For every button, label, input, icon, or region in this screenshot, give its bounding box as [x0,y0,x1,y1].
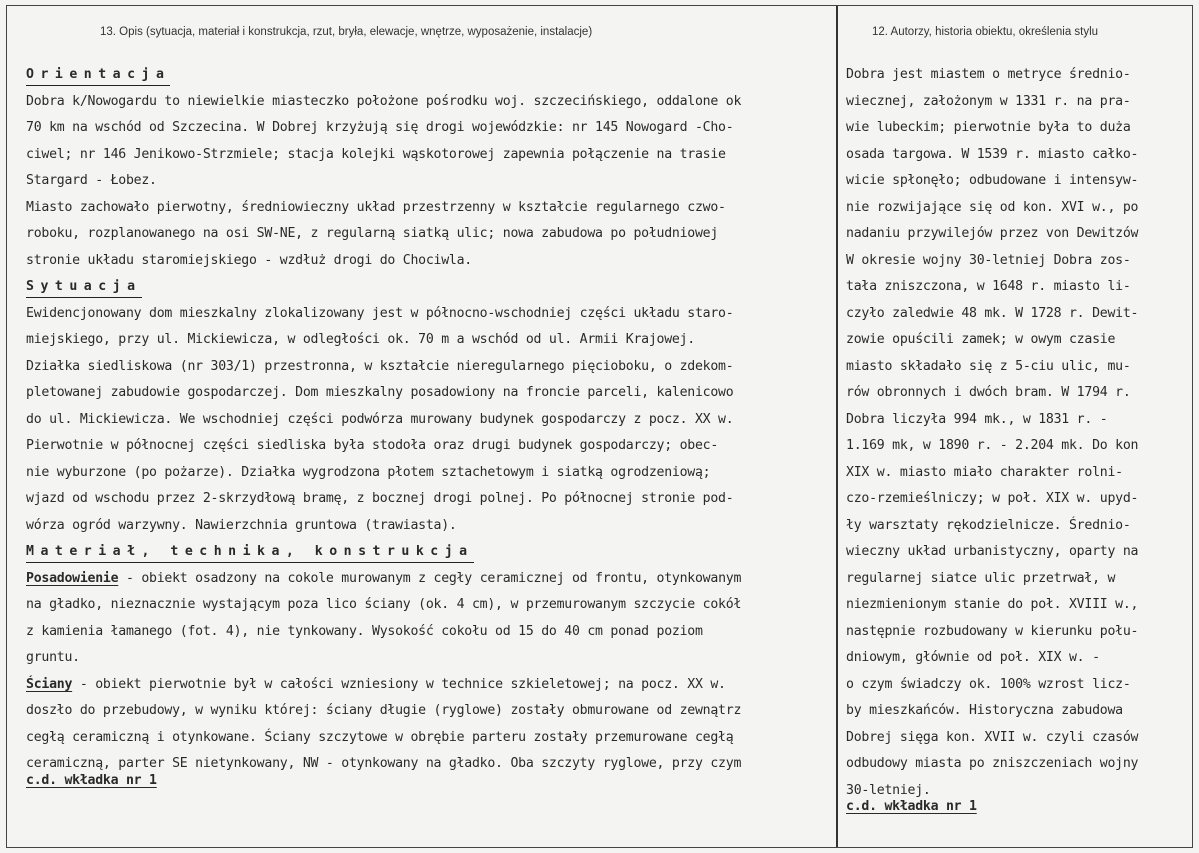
column-divider [836,6,838,847]
text-line: Stargard - Łobez. [26,173,157,188]
text-line: na gładko, nieznacznie wystającym poza lico ściany (ok. 4 cm), w przemurowanym szczycie cokół [26,597,742,612]
material-heading: Materiał, technika, konstrukcja [26,542,474,563]
text-line: Dobra jest miastem o metryce średnio- [846,67,1131,82]
text-line: wie lubeckim; pierwotnie była to duża [846,120,1131,135]
text-line: XIX w. miasto miało charakter rolni- [846,464,1123,480]
text-line: niezmienionym stanie do poł. XVIII w., [846,597,1139,612]
text-line: miasto składało się z 5-ciu ulic, mu- [846,358,1131,374]
continuation-note: c.d. wkładka nr 1 [846,799,977,814]
right-column-header: 12. Autorzy, historia obiektu, określenia stylu [872,26,1099,38]
text-line: Dobra k/Nowogardu to niewielkie miasteczko położone pośrodku woj. szczecińskiego, oddalone ok [26,93,742,109]
text-line: czyło zaledwie 48 mk. W 1728 r. Dewit- [846,305,1139,321]
text-line: wicie spłonęło; odbudowane i intensyw- [846,173,1139,188]
text-line: wieczny układ urbanistyczny, oparty na [846,544,1139,559]
text-line: nie wyburzone (po pożarze). Działka wygrodzona płotem sztachetowym i siatką ogrodzeniową; [26,464,711,480]
text-line: 70 km na wschód od Szczecina. W Dobrej krzyżują się drogi wojewódzkie: nr 145 Nowogard -Cho- [26,120,734,135]
left-column-header: 13. Opis (sytuacja, materiał i konstrukcja, rzut, bryła, elewacje, wnętrze, wyposażenie, instalacje) [100,26,593,38]
text-line: z kamienia łamanego (fot. 4), nie tynkowany. Wysokość cokołu od 15 do 40 cm ponad poziom [26,623,703,639]
text-line: by mieszkańców. Historyczna zabudowa [846,703,1123,718]
text-line: regularnej siatce ulic przetrwał, w [846,570,1116,586]
text-line [26,566,826,593]
text-line: 1.169 mk, w 1890 r. - 2.204 mk. Do kon [846,438,1139,453]
text-line: doszło do przebudowy, w wyniku której: ściany długie (ryglowe) zostały obmurowane od zewnątrz [26,703,742,718]
text-line: W okresie wojny 30-letniej Dobra zos- [846,252,1131,268]
text-line: wiecznej, założonym w 1331 r. na pra- [846,93,1131,109]
text-line: nadaniu przywilejów przez von Dewitzów [846,226,1139,241]
text-line: wjazd od wschodu przez 2-skrzydłową bramę, z bocznej drogi polnej. Po północnej stronie pod- [26,491,734,506]
continuation-note: c.d. wkładka nr 1 [26,772,157,788]
text-line: zowie opuścili zamek; w owym czasie [846,332,1116,347]
text-line: Pierwotnie w północnej części siedliska była stodoła oraz drugi budynek gospodarczy; obec- [26,438,719,453]
text-line [26,672,826,699]
text-line: odbudowy miasta po zniszczeniach wojny [846,756,1139,771]
text-line: pletowanej zabudowie gospodarczej. Dom mieszkalny posadowiony na froncie parceli, kalenicowo [26,385,734,400]
text-line: wórza ogród warzywny. Nawierzchnia gruntowa (trawiasta). [26,517,457,533]
orientacja-heading: Orientacja [26,65,170,86]
text-line: następnie rozbudowany w kierunku połu- [846,623,1139,639]
text-line: dniowym, głównie od poł. XIX w. - [846,650,1100,665]
text-line: o czym świadczy ok. 100% wzrost licz- [846,676,1131,692]
text-line: czo-rzemieślniczy; w poł. XIX w. upyd- [846,491,1139,506]
text-line: Dobrej sięga kon. XVII w. czyli czasów [846,729,1139,745]
text-line: miejskiego, przy ul. Mickiewicza, w odległości ok. 70 m a wschód od ul. Armii Krajowej. [26,332,695,347]
text-line: ły warsztaty rękodzielnicze. Średnio- [846,517,1131,533]
history-column [846,62,1186,816]
text-line: ciwel; nr 146 Jenikowo-Strzmiele; stacja kolejki wąskotorowej zapewnia połączenie na trasie [26,146,726,162]
text-line: Dobra liczyła 994 mk., w 1831 r. - [846,411,1108,427]
text-line: rów obronnych i dwóch bram. W 1794 r. [846,385,1131,400]
text-line: Miasto zachowało pierwotny, średniowieczny układ przestrzenny w kształcie regularnego czwo- [26,199,726,215]
sciany-text: - obiekt pierwotnie był w całości wzniesiony w technice szkieletowej; na pocz. XX w. [72,676,726,692]
text-line: stronie układu staromiejskiego - wzdłuż drogi do Chociwla. [26,252,472,268]
text-line: Ewidencjonowany dom mieszkalny zlokalizowany jest w północno-wschodniej części układu staro- [26,305,734,321]
posadowienie-text: - obiekt osadzony na cokole murowanym z cegły ceramicznej od frontu, otynkowanym [118,570,742,586]
text-line: Działka siedliskowa (nr 303/1) przestronna, w kształcie nieregularnego pięcioboku, o zdekom- [26,358,734,374]
posadowienie-term: Posadowienie [26,570,119,586]
text-line: 30-letniej. [846,782,931,798]
text-line: ceramiczną, parter SE nietynkowany, NW - otynkowany na gładko. Oba szczyty ryglowe, przy czym [26,756,742,771]
text-line: nie rozwijające się od kon. XVI w., po [846,199,1139,215]
text-line: tała zniszczona, w 1648 r. miasto li- [846,279,1131,294]
sciany-term: Ściany [26,676,73,692]
text-line: osada targowa. W 1539 r. miasto całko- [846,146,1139,162]
sytuacja-heading: Sytuacja [26,277,142,298]
text-line: do ul. Mickiewicza. We wschodniej części podwórza murowany budynek gospodarczy z pocz. XX w. [26,411,734,427]
text-line: gruntu. [26,650,80,665]
text-line: roboku, rozplanowanego na osi SW-NE, z regularną siatką ulic; nowa zabudowa po południowej [26,226,719,241]
description-column [26,62,826,790]
text-line: cegłą ceramiczną i otynkowane. Ściany szczytowe w obrębie parteru zostały przemurowane cegłą [26,729,734,745]
